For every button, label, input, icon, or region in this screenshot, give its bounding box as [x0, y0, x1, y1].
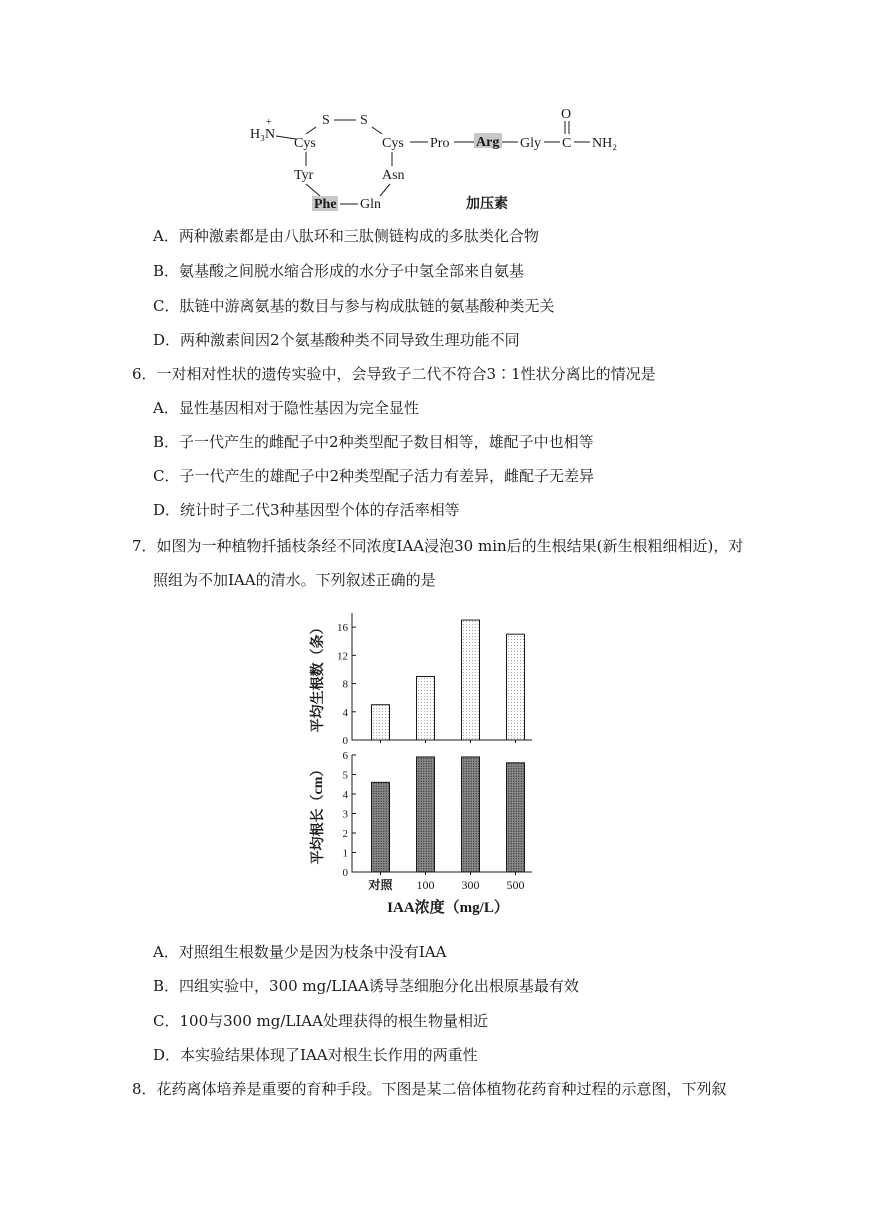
ring-s2: S — [360, 113, 368, 128]
q5-option-a: A．两种激素都是由八肽环和三肽侧链构成的多肽类化合物 — [153, 227, 539, 245]
bar-count-2 — [462, 620, 480, 740]
chart-root-length — [309, 750, 532, 916]
ring-gln: Gln — [360, 197, 381, 212]
ring-s1: S — [322, 113, 330, 128]
hormone-name: 加压素 — [466, 197, 508, 212]
x-tick-label: 100 — [416, 878, 435, 892]
y-tick-label: 1 — [342, 847, 348, 860]
q6-stem: 6．一对相对性状的遗传实验中，会导致子二代不符合3∶1性状分离比的情况是 — [132, 365, 656, 383]
y-tick-label: 0 — [342, 867, 348, 879]
chart-root-count — [309, 613, 532, 747]
bar-count-0 — [372, 705, 390, 740]
ring-cys1: Cys — [294, 136, 316, 151]
ring-phe-highlighted: Phe — [314, 197, 337, 212]
iaa-bar-charts — [300, 605, 560, 925]
q7-option-d: D．本实验结果体现了IAA对根生长作用的两重性 — [153, 1046, 478, 1064]
q6-option-c: C．子一代产生的雄配子中2种类型配子活力有差异，雌配子无差异 — [153, 467, 595, 485]
q8-stem-line1: 8．花药离体培养是重要的育种手段。下图是某二倍体植物花药育种过程的示意图，下列叙 — [132, 1080, 727, 1098]
chain-gly: Gly — [520, 136, 541, 151]
bar-length-3 — [507, 763, 525, 872]
y-tick-label: 5 — [342, 769, 348, 782]
q6-option-a: A．显性基因相对于隐性基因为完全显性 — [153, 399, 419, 417]
q6-option-d: D．统计时子二代3种基因型个体的存活率相等 — [153, 501, 460, 519]
chain-o: O — [561, 107, 572, 122]
x-axis-label: IAA浓度（mg/L） — [387, 900, 509, 916]
y-tick-label: 0 — [342, 735, 348, 747]
bar-length-2 — [462, 757, 480, 872]
plus-charge: + — [266, 117, 272, 128]
bar-count-3 — [507, 634, 525, 740]
bar-count-1 — [417, 677, 435, 741]
q7-option-c: C．100与300 mg/LIAA处理获得的根生物量相近 — [153, 1012, 488, 1030]
q5-option-d: D．两种激素间因2个氨基酸种类不同导致生理功能不同 — [153, 331, 520, 349]
y-tick-label: 4 — [342, 706, 348, 719]
chain-c: C — [562, 136, 572, 151]
x-tick-label: 500 — [506, 878, 525, 892]
vasopressin-structure-diagram — [240, 102, 630, 217]
q7-option-a: A．对照组生根数量少是因为枝条中没有IAA — [153, 943, 447, 961]
chain-nh2: NH₂ — [592, 136, 618, 151]
y-tick-label: 12 — [337, 650, 348, 663]
q7-stem-line2: 照组为不加IAA的清水。下列叙述正确的是 — [153, 571, 436, 589]
y-axis-label: 平均根长（cm） — [311, 762, 326, 865]
chain-arg-highlighted: Arg — [476, 135, 500, 150]
chain-pro: Pro — [430, 136, 450, 151]
q6-option-b: B．子一代产生的雌配子中2种类型配子数目相等，雄配子中也相等 — [153, 433, 594, 451]
y-tick-label: 3 — [342, 808, 348, 821]
ring-tyr: Tyr — [294, 168, 314, 183]
q5-option-c: C．肽链中游离氨基的数目与参与构成肽链的氨基酸种类无关 — [153, 297, 555, 315]
ring-cys2: Cys — [382, 136, 404, 151]
y-tick-label: 6 — [342, 750, 348, 762]
y-axis-label: 平均生根数（条） — [311, 620, 326, 733]
y-tick-label: 8 — [342, 678, 348, 691]
q7-stem-line1: 7．如图为一种植物扦插枝条经不同浓度IAA浸泡30 min后的生根结果(新生根粗细相近)，对 — [132, 537, 744, 555]
y-tick-label: 16 — [337, 622, 348, 635]
x-tick-label: 对照 — [368, 878, 393, 892]
x-tick-label: 300 — [461, 878, 480, 892]
y-tick-label: 2 — [342, 828, 348, 840]
bar-length-1 — [417, 757, 435, 872]
bar-length-0 — [372, 782, 390, 872]
q7-option-b: B．四组实验中，300 mg/LIAA诱导茎细胞分化出根原基最有效 — [153, 977, 579, 995]
amine-label: H₃N — [250, 127, 276, 142]
y-tick-label: 4 — [342, 789, 348, 801]
ring-asn: Asn — [382, 168, 405, 183]
q5-option-b: B．氨基酸之间脱水缩合形成的水分子中氢全部来自氨基 — [153, 262, 525, 280]
